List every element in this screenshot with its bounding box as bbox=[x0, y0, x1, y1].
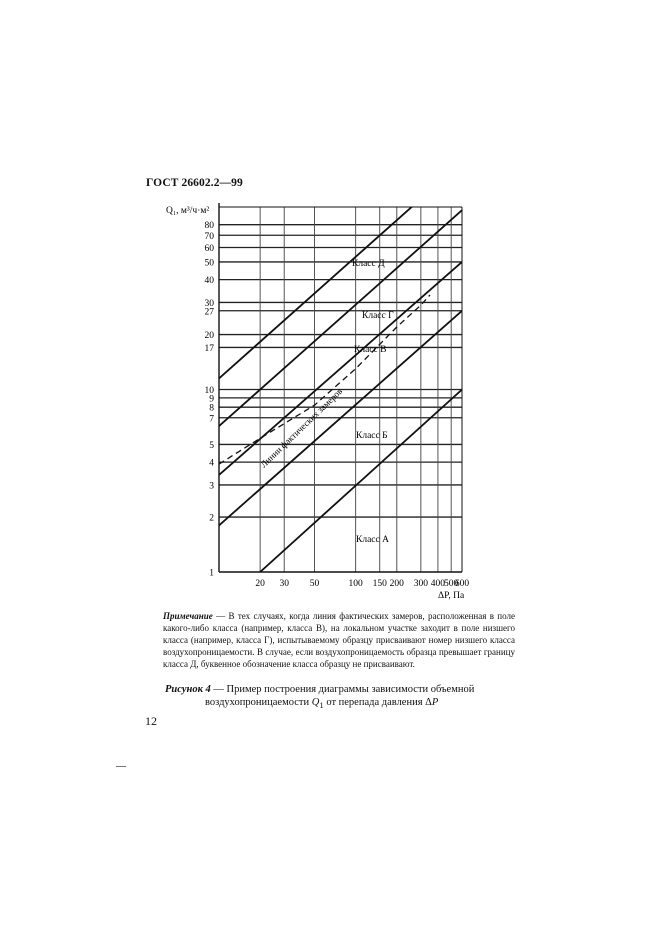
page-number: 12 bbox=[145, 714, 157, 728]
class-label: Класс В bbox=[354, 345, 387, 355]
measured-line-dashed bbox=[219, 295, 430, 464]
y-tick-label: 5 bbox=[209, 440, 214, 451]
x-tick-label: 100 bbox=[348, 579, 363, 589]
class-boundary-line bbox=[219, 262, 462, 475]
caption-p: P bbox=[431, 697, 439, 708]
x-tick-label: 400 bbox=[430, 579, 446, 589]
y-tick-label: 10 bbox=[204, 386, 214, 396]
y-tick-label: 27 bbox=[204, 307, 214, 318]
x-tick-label: 20 bbox=[255, 579, 265, 589]
figure-caption bbox=[165, 683, 515, 712]
caption-line2-b: от перепада давления Δ bbox=[323, 697, 432, 708]
y-tick-label: 40 bbox=[204, 276, 214, 287]
x-tick-label: 150 bbox=[372, 579, 387, 589]
y-tick-label: 80 bbox=[204, 221, 214, 232]
y-tick-label: 3 bbox=[209, 481, 214, 492]
y-tick-label: 70 bbox=[204, 231, 214, 242]
class-label: Класс А bbox=[356, 535, 389, 545]
y-tick-label: 2 bbox=[209, 513, 214, 524]
y-tick-label: 60 bbox=[204, 243, 214, 254]
y-tick-label: 8 bbox=[209, 403, 214, 414]
x-tick-label: 600 bbox=[454, 579, 470, 589]
caption-q-sub: 1 bbox=[319, 700, 324, 711]
y-tick-label: 20 bbox=[204, 331, 214, 342]
chart-note bbox=[163, 610, 515, 670]
y-tick-label: 1 bbox=[209, 568, 214, 579]
caption-lead: Рисунок 4 bbox=[165, 684, 211, 695]
caption-q: Q bbox=[311, 697, 320, 708]
y-axis-title: Q₁, м³/ч·м² bbox=[166, 206, 210, 216]
y-tick-label: 50 bbox=[204, 258, 214, 269]
y-tick-label: 9 bbox=[209, 394, 214, 405]
class-boundary-line bbox=[219, 162, 462, 378]
footer-mark bbox=[116, 766, 126, 767]
y-tick-label: 7 bbox=[209, 414, 214, 425]
x-axis-title: ΔP, Па bbox=[438, 591, 465, 601]
y-tick-label: 4 bbox=[209, 458, 214, 469]
x-tick-label: 50 bbox=[309, 579, 320, 589]
y-tick-label: 30 bbox=[204, 298, 214, 309]
document-header: ГОСТ 26602.2—99 bbox=[146, 177, 243, 189]
class-label: Класс Д bbox=[352, 259, 385, 269]
note-lead: Примечание bbox=[163, 611, 213, 621]
caption-line1: — Пример построения диаграммы зависимости объемной bbox=[210, 684, 475, 695]
x-tick-label: 200 bbox=[389, 579, 404, 589]
caption-line2 bbox=[165, 696, 515, 712]
class-label: Класс Г bbox=[362, 311, 394, 321]
note-text: — В тех случаях, когда линия фактических замеров, расположенная в поле какого-либо класса (например, класса В), на локальном участке заходит в поле низшего класса (например, класса Г), испытываемому образцу присваивают номер низшего класса воздухопроницаемости. В случае, если воздухопроницаемость образца превышает границу класса Д, буквенное обозначение класса образцу не присваивают. bbox=[163, 611, 515, 670]
class-label: Класс Б bbox=[356, 431, 388, 441]
x-tick-label: 500 bbox=[444, 579, 459, 589]
dashed-line-label: Линии фактических замеров bbox=[258, 386, 345, 470]
x-tick-label: 300 bbox=[413, 579, 428, 589]
y-tick-label: 17 bbox=[204, 343, 214, 354]
caption-line2-a: воздухопроницаемости bbox=[205, 697, 312, 708]
x-tick-label: 30 bbox=[279, 579, 289, 589]
